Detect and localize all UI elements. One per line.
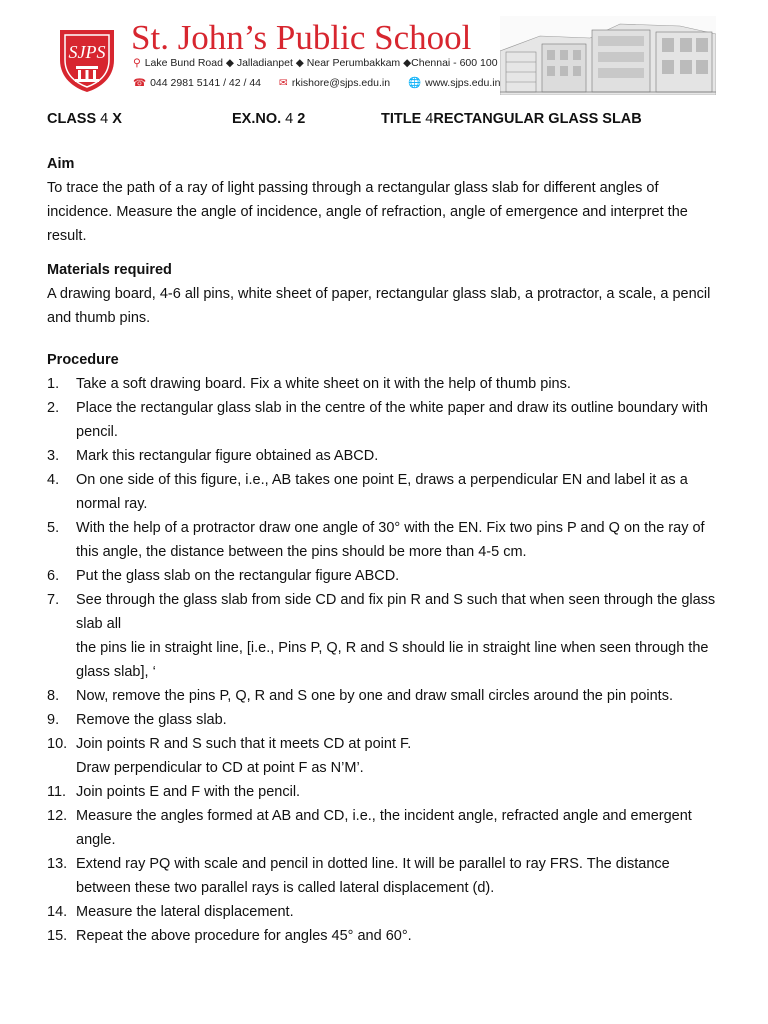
step-text-line: On one side of this figure, i.e., AB takes one point E, draws a perpendicular EN and label it as a normal ray. (76, 472, 688, 512)
procedure-step (47, 852, 727, 900)
step-number: 13. (47, 856, 68, 872)
email-text: rkishore@sjps.edu.in (291, 77, 391, 89)
step-text-line: Join points R and S such that it meets CD at point F. (76, 736, 412, 752)
step-text-line: Mark this rectangular figure obtained as ABCD. (76, 448, 379, 464)
svg-text:SJPS: SJPS (68, 42, 106, 62)
contact-line (133, 76, 500, 89)
aim-text: To trace the path of a ray of light passing through a rectangular glass slab for different angles of incidence. Measure the angle of incidence, angle of refraction, angle of emergence and interpret the result. (47, 180, 688, 244)
step-text (76, 588, 727, 684)
procedure-step (47, 804, 727, 852)
school-crest-logo (52, 24, 122, 94)
step-number: 15. (47, 928, 68, 944)
step-text (76, 900, 727, 924)
phone-icon: ☎ (133, 77, 147, 89)
step-text-line: Draw perpendicular to CD at point F as N’M’. (76, 760, 364, 776)
procedure-steps-list (47, 372, 727, 948)
step-text (76, 444, 727, 468)
title-text: RECTANGULAR GLASS SLAB (433, 111, 642, 127)
procedure-step (47, 924, 727, 948)
letterhead (0, 0, 768, 100)
step-text-line: See through the glass slab from side CD and fix pin R and S such that when seen through the glass slab all (76, 592, 716, 632)
school-building-image (500, 16, 716, 95)
address-text: Lake Bund Road ◆ Jalladianpet ◆ Near Perumbakkam ◆Chennai - 600 100 (144, 57, 498, 69)
class-section: X (112, 111, 122, 127)
step-text (76, 780, 727, 804)
title-label: TITLE (381, 111, 422, 127)
step-number: 11. (47, 784, 67, 800)
procedure-step (47, 468, 727, 516)
step-text (76, 564, 727, 588)
step-text (76, 708, 727, 732)
step-number: 10. (47, 736, 68, 752)
step-text (76, 732, 727, 780)
title-field (381, 111, 642, 127)
step-text (76, 684, 727, 708)
step-text-line: With the help of a protractor draw one angle of 30° with the EN. Fix two pins P and Q on the ray of this angle, the distance between the pins should be more than 4-5 cm. (76, 520, 705, 560)
step-text-line: Remove the glass slab. (76, 712, 227, 728)
procedure-heading: Procedure (47, 352, 119, 368)
procedure-step (47, 516, 727, 564)
step-text-line: Measure the lateral displacement. (76, 904, 294, 920)
step-text-line: Extend ray PQ with scale and pencil in dotted line. It will be parallel to ray FRS. The distance between these two parallel rays is called lateral displacement (d). (76, 856, 670, 896)
procedure-step (47, 444, 727, 468)
procedure-step (47, 396, 727, 444)
class-field (47, 111, 122, 127)
step-number: 3. (47, 448, 60, 464)
exno-label: EX.NO. (232, 111, 282, 127)
step-number: 12. (47, 808, 68, 824)
step-text (76, 516, 727, 564)
document-body (47, 152, 727, 948)
step-text (76, 468, 727, 516)
step-text (76, 804, 727, 852)
step-number: 6. (47, 568, 60, 584)
step-text (76, 396, 727, 444)
step-text-line: Repeat the above procedure for angles 45° and 60°. (76, 928, 412, 944)
step-text (76, 924, 727, 948)
location-pin-icon: ⚲ (133, 57, 141, 69)
exno-number: 2 (297, 111, 306, 127)
email-icon: ✉ (279, 77, 288, 89)
procedure-step (47, 708, 727, 732)
school-name: St. John’s Public School (131, 18, 472, 57)
website-text: www.sjps.edu.in (425, 77, 501, 89)
step-text-line: Now, remove the pins P, Q, R and S one by one and draw small circles around the pin points. (76, 688, 673, 704)
class-label: CLASS (47, 111, 97, 127)
address-line (133, 57, 498, 69)
procedure-step (47, 684, 727, 708)
step-number: 7. (47, 592, 60, 608)
step-number: 4. (47, 472, 60, 488)
materials-heading: Materials required (47, 262, 172, 278)
step-number: 1. (47, 376, 60, 392)
procedure-step (47, 780, 727, 804)
exercise-number-field (232, 111, 305, 127)
procedure-step (47, 564, 727, 588)
procedure-step (47, 900, 727, 924)
step-text (76, 852, 727, 900)
step-text (76, 372, 727, 396)
step-number: 2. (47, 400, 60, 416)
step-number: 9. (47, 712, 60, 728)
class-value: 4 (96, 111, 113, 127)
procedure-step (47, 732, 727, 780)
step-number: 5. (47, 520, 60, 536)
step-text-line: Join points E and F with the pencil. (76, 784, 301, 800)
step-text-line: Place the rectangular glass slab in the centre of the white paper and draw its outline boundary with pencil. (76, 400, 708, 440)
globe-icon: 🌐 (408, 77, 422, 89)
step-number: 8. (47, 688, 60, 704)
materials-text: A drawing board, 4-6 all pins, white sheet of paper, rectangular glass slab, a protractor, a scale, a pencil and thumb pins. (47, 286, 711, 326)
procedure-step (47, 372, 727, 396)
step-number: 14. (47, 904, 68, 920)
step-text-line: Put the glass slab on the rectangular figure ABCD. (76, 568, 400, 584)
exno-value: 4 (281, 111, 298, 127)
step-text-line: the pins lie in straight line, [i.e., Pins P, Q, R and S should lie in straight line when seen through the glass slab], ‘ (76, 640, 709, 680)
title-value: 4 (421, 111, 434, 127)
phone-text: 044 2981 5141 / 42 / 44 (150, 77, 262, 89)
step-text-line: Measure the angles formed at AB and CD, i.e., the incident angle, refracted angle and emergent angle. (76, 808, 692, 848)
step-text-line: Take a soft drawing board. Fix a white sheet on it with the help of thumb pins. (76, 376, 571, 392)
aim-heading: Aim (47, 156, 75, 172)
procedure-step (47, 588, 727, 684)
